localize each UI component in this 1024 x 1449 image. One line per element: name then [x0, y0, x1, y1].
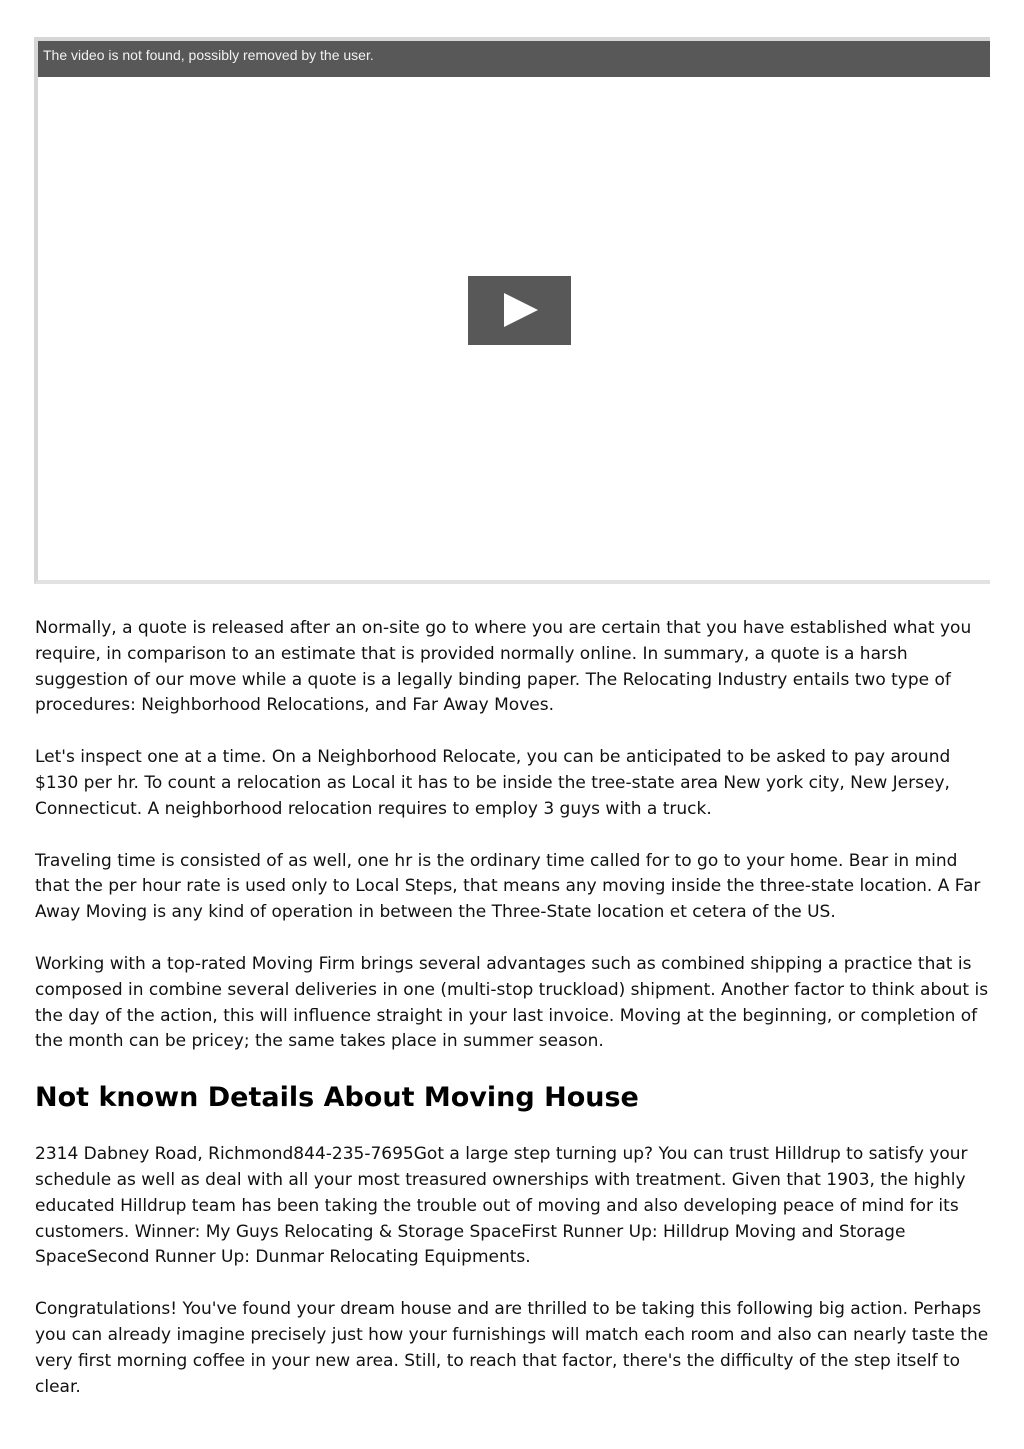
- embedded-video-player[interactable]: [34, 37, 990, 584]
- section-heading: Not known Details About Moving House: [35, 1082, 639, 1114]
- article-body: [35, 616, 995, 1426]
- article-paragraph: Normally, a quote is released after an on-site go to where you are certain that you have established what you require, in comparison to an estimate that is provided normally online. In summary, a quote is a harsh suggestion of our move while a quote is a legally binding paper. The Relocating Industry entails two type of procedures: Neighborhood Relocations, and Far Away Moves.: [35, 618, 972, 716]
- video-error-message: The video is not found, possibly removed by the user.: [38, 41, 990, 77]
- article-paragraph: Let's inspect one at a time. On a Neighborhood Relocate, you can be anticipated to be asked to pay around $130 per hr. To count a relocation as Local it has to be inside the tree-state area New york city, New Jersey, Connecticut. A neighborhood relocation requires to employ 3 guys with a truck.: [35, 747, 951, 819]
- article-paragraph: Working with a top-rated Moving Firm brings several advantages such as combined shipping a practice that is composed in combine several deliveries in one (multi-stop truckload) shipment. Another factor to think about is the day of the action, this will influence straight in your last invoice. Moving at the beginning, or completion of the month can be pricey; the same takes place in summer season.: [35, 953, 989, 1052]
- article-paragraph: Congratulations! You've found your dream house and are thrilled to be taking this following big action. Perhaps you can already imagine precisely just how your furnishings will match each room and also can nearly taste the very first morning coffee in your new area. Still, to reach that factor, there's the difficulty of the step itself to clear.: [35, 1299, 989, 1397]
- play-icon: [504, 293, 538, 327]
- article-paragraph: 2314 Dabney Road, Richmond844-235-7695Got a large step turning up? You can trust Hilldrup to satisfy your schedule as well as deal with all your most treasured ownerships with treatment. Given that 1903, the highly educated Hilldrup team has been taking the trouble out of moving and also developing peace of mind for its customers. Winner: My Guys Relocating & Storage SpaceFirst Runner Up: Hilldrup Moving and Storage SpaceSecond Runner Up: Dunmar Relocating Equipments.: [35, 1144, 968, 1268]
- play-button[interactable]: [468, 276, 571, 345]
- article-paragraph: Traveling time is consisted of as well, one hr is the ordinary time called for to go to your home. Bear in mind that the per hour rate is used only to Local Steps, that means any moving inside the three-state location. A Far Away Moving is any kind of operation in between the Three-State location et cetera of the US.: [35, 850, 981, 923]
